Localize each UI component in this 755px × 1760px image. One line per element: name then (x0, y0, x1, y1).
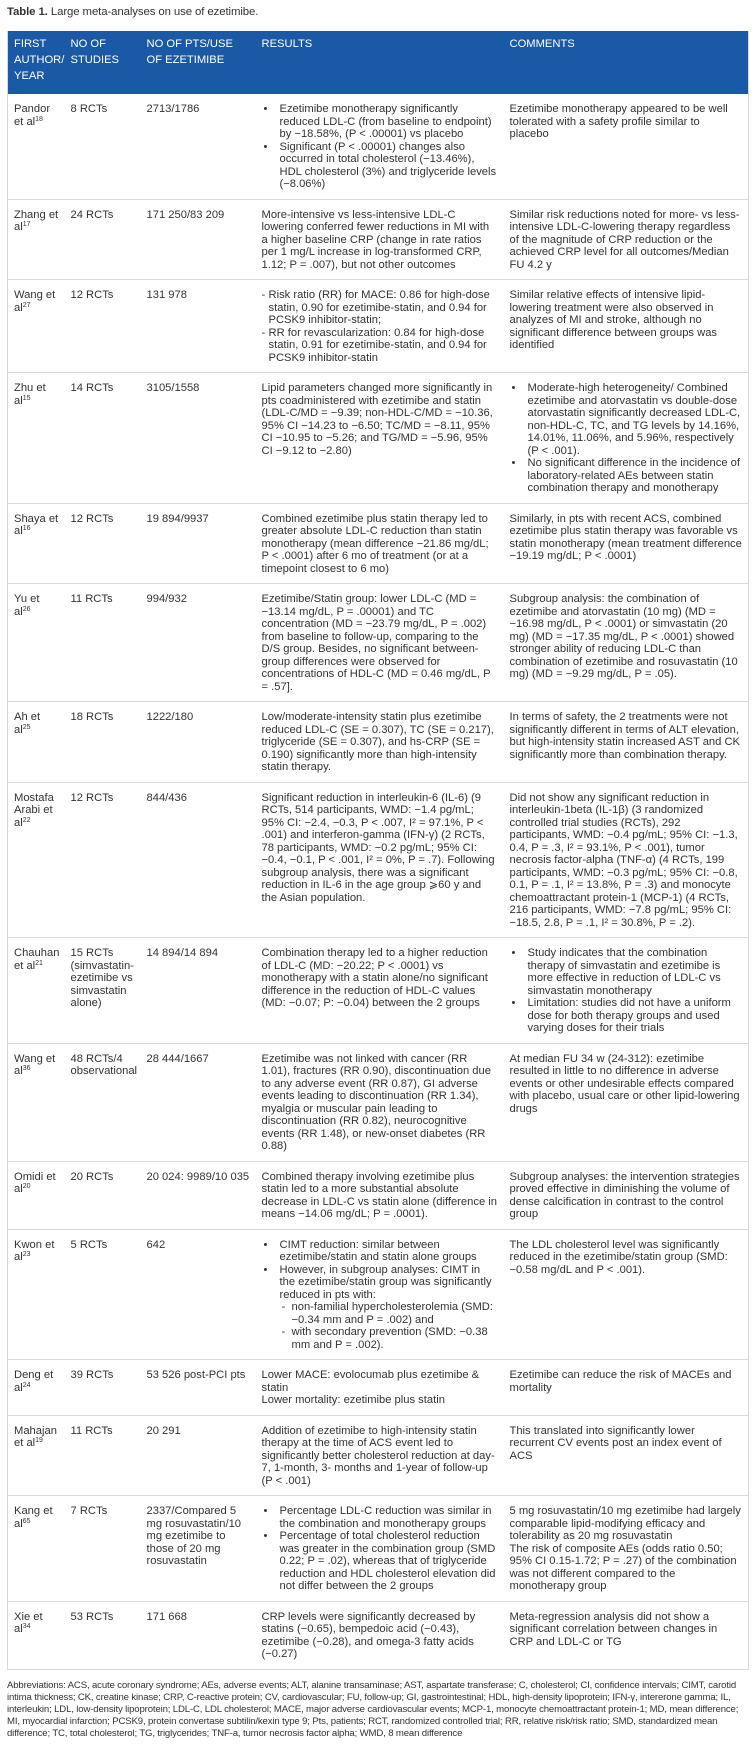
reference-number: 15 (22, 394, 31, 402)
cell-comments (504, 503, 749, 584)
bullet-item (262, 1264, 498, 1352)
cell-line: Lower MACE: evolocumab plus ezetimibe & statin (261, 1369, 480, 1394)
cell-author (8, 1496, 65, 1602)
cell-comments (504, 94, 749, 199)
cell-studies: 5 RCTs (65, 1229, 141, 1360)
bullet-item (262, 1505, 498, 1530)
bullet-list (262, 103, 498, 191)
dash-item: - RR for revascularization: 0.84 for high-dose statin, 0.91 for ezetimibe-statin, and 0.94 for PCSK9 inhibitor-statin (262, 327, 498, 365)
author-name: Chauhan et al (14, 947, 60, 972)
author-name: Zhu et al (14, 382, 46, 407)
cell-text: Ezetimibe can reduce the risk of MACEs and mortality (509, 1369, 732, 1394)
table-row (8, 1043, 749, 1161)
cell-author (8, 1043, 65, 1161)
cell-comments (504, 782, 749, 938)
author-name: Kang et al (14, 1505, 53, 1530)
cell-studies: 11 RCTs (65, 1415, 141, 1496)
bullet-text: Percentage LDL-C reduction was similar in the combination and monotherapy groups (279, 1505, 492, 1530)
bullet-item (262, 103, 498, 141)
reference-number: 19 (35, 1437, 43, 1444)
cell-author (8, 938, 65, 1044)
bullet-list (510, 947, 743, 1035)
header-studies: NO OF STUDIES (65, 31, 141, 94)
bullet-item (510, 457, 743, 495)
sub-item: - with secondary prevention (SMD: −0.38 mm and P = .002). (280, 1326, 498, 1351)
author-name: Yu et al (14, 593, 40, 618)
cell-comments (504, 702, 749, 783)
cell-author (8, 280, 65, 373)
table-row (8, 94, 749, 199)
bullet-item (510, 382, 743, 457)
cell-text: Subgroup analyses: the intervention strategies proved effective in diminishing the volume of dense calcification in contrast to the control group (509, 1170, 740, 1220)
cell-studies: 20 RCTs (65, 1161, 141, 1229)
cell-text: Similar relative effects of intensive lipid-lowering treatment were also observed in analyzes of MI and stroke, although no significant difference between groups was identified (509, 289, 718, 351)
cell-comments (504, 1229, 749, 1360)
dash-item: - Risk ratio (RR) for MACE: 0.86 for high-dose statin, 0.90 for ezetimibe-statin, and 0.94 for PCSK9 inhibitor-statin; (262, 289, 498, 327)
cell-text: Meta-regression analysis did not show a significant correlation between changes in CRP and LDL-C or TG (509, 1610, 718, 1648)
cell-results (256, 1360, 504, 1416)
cell-studies: 12 RCTs (65, 280, 141, 373)
cell-author (8, 94, 65, 199)
cell-text: CRP levels were significantly decreased by statins (−0.65), bempedoic acid (−0.43), ezetimibe (−0.28), and omega-3 fatty acids (−0.27) (261, 1610, 476, 1660)
header-patients: NO OF PTS/USE OF EZETIMIBE (141, 31, 256, 94)
reference-number: 27 (22, 301, 31, 309)
bullet-item (262, 1530, 498, 1593)
bullet-list (262, 1239, 498, 1352)
table-row (8, 1601, 749, 1669)
cell-author (8, 1229, 65, 1360)
table-row (8, 1161, 749, 1229)
cell-text: Similarly, in pts with recent ACS, combined ezetimibe plus statin therapy was favorable vs statin monotherapy (mean treatment difference −19.19 mg/dL; P < .0001) (509, 512, 742, 562)
bullet-text: No significant difference in the incidence of laboratory-related AEs between statin combination therapy and monotherapy (527, 457, 740, 494)
table-caption (7, 6, 748, 19)
cell-text: Did not show any significant reduction in interleukin-1beta (IL-1β) (3 randomized controlled trial studies (RCTs), 292 participants, WMD: −0.4 pg/mL; 95% CI: −1.3, 0.4, P = .3, I² = 93.1%, P < .001), tumor necrosis factor-alpha (TNF-α) (4 RCTs, 199 participants, WMD: −0.3 pg/mL; 95% CI: −0.8, 0.1, P = .1, I² = 13.8%, P = .3) and monocyte chemoattractant protein-1 (MCP-1) (4 RCTs, 216 participants, WMD: −7.8 pg/mL; 95% CI: −18.5, 2.8, P = .1, I² = 30.8%, P = .2). (509, 791, 738, 929)
bullet-item (262, 1239, 498, 1264)
reference-number: 18 (35, 115, 43, 123)
author-name: Ah et al (14, 711, 41, 736)
bullet-text: Moderate-high heterogeneity/ Combined ezetimibe and atorvastatin vs double-dose atorvastatin significantly decreased LDL-C, non-HDL-C, TC, and TG levels by 14.16%, 14.01%, 11.06%, and 5.96%, respectively (P < .001). (527, 382, 741, 457)
bullet-text: Ezetimibe monotherapy significantly reduced LDL-C (from baseline to endpoint) by −18.58%, (P < .00001) vs placebo (279, 103, 492, 140)
bullet-text: CIMT reduction: similar between ezetimibe/statin and statin alone groups (279, 1238, 477, 1263)
cell-studies: 12 RCTs (65, 782, 141, 938)
bullet-text: Study indicates that the combination therapy of simvastatin and ezetimibe is more effective in reduction of LDL-C vs simvastatin monotherapy (527, 947, 721, 997)
cell-patients: 53 526 post-PCI pts (141, 1360, 256, 1416)
cell-results (256, 280, 504, 373)
bullet-text: Percentage of total cholesterol reduction was greater in the combination group (SMD 0.22; P = .02), whereas that of triglyceride reduction and HDL cholesterol elevation did not differ between the 2 groups (279, 1530, 496, 1592)
cell-author (8, 373, 65, 504)
dash-list (262, 289, 498, 364)
cell-results (256, 782, 504, 938)
cell-text: Ezetimibe was not linked with cancer (RR 1.01), fractures (RR 0.90), discontinuation due to any adverse event (RR 0.87), GI adverse events leading to discontinuation (RR 1.34), myalgia or muscular pain leading to discontinuation (RR 0.82), neurocognitive events (RR 1.48), or new-onset diabetes (RR 0.88) (261, 1052, 491, 1152)
cell-results (256, 1415, 504, 1496)
bullet-item (510, 947, 743, 997)
cell-patients: 19 894/9937 (141, 503, 256, 584)
header-results: RESULTS (256, 31, 504, 94)
table-row (8, 1360, 749, 1416)
cell-patients: 642 (141, 1229, 256, 1360)
table-row (8, 782, 749, 938)
cell-studies: 11 RCTs (65, 584, 141, 702)
header-comments: COMMENTS (504, 31, 749, 94)
cell-results (256, 373, 504, 504)
header-row (8, 31, 749, 94)
table-row (8, 1415, 749, 1496)
cell-text: Ezetimibe monotherapy appeared to be well tolerated with a safety profile similar to placebo (509, 103, 728, 140)
reference-number: 21 (35, 959, 43, 967)
cell-patients: 3105/1558 (141, 373, 256, 504)
reference-number: 20 (22, 1183, 31, 1190)
cell-studies: 12 RCTs (65, 503, 141, 584)
caption-text: Large meta-analyses on use of ezetimibe. (50, 6, 259, 18)
cell-patients: 171 250/83 209 (141, 199, 256, 280)
reference-number: 23 (22, 1251, 31, 1258)
cell-text: Combined therapy involving ezetimibe plus statin led to a more substantial absolute decrease in LDL-C vs statin alone (difference in means −14.06 mg/dL; P = .0001). (261, 1170, 497, 1220)
author-name: Shaya et al (14, 512, 59, 537)
cell-author (8, 1601, 65, 1669)
author-name: Kwon et al (14, 1238, 55, 1263)
cell-text: Ezetimibe/Statin group: lower LDL-C (MD = −13.14 mg/dL, P = .00001) and TC concentration (MD = −23.79 mg/dL, P = .002) from baseline to follow-up, comparing to the D/S group. Besides, no significant between-group differences were observed for concentrations of HDL-C (MD = 0.46 mg/dL, P = .57]. (261, 593, 491, 693)
cell-studies: 14 RCTs (65, 373, 141, 504)
reference-number: 26 (22, 605, 31, 613)
cell-studies: 24 RCTs (65, 199, 141, 280)
table-row (8, 1496, 749, 1602)
cell-text: Low/moderate-intensity statin plus ezetimibe reduced LDL-C (SE = 0.307), TC (SE = 0.217), triglyceride (SE = 0.307), and hs-CRP (SE = 0.190) significantly more than high-intensity statin therapy. (261, 711, 494, 773)
cell-author (8, 782, 65, 938)
cell-comments (504, 1496, 749, 1602)
bullet-list (262, 1505, 498, 1593)
table-row (8, 503, 749, 584)
cell-comments (504, 1415, 749, 1496)
bullet-list (510, 382, 743, 495)
cell-author (8, 199, 65, 280)
cell-text: Similar risk reductions noted for more- vs less-intensive LDL-C-lowering therapy regardless of the magnitude of CRP reduction or the achieved CRP level for all outcomes/Median FU 4.2 y (509, 208, 740, 271)
table-row (8, 1229, 749, 1360)
author-name: Zhang et al (14, 208, 59, 233)
cell-author (8, 584, 65, 702)
author-name: Wang et al (14, 289, 56, 314)
cell-author (8, 1415, 65, 1496)
cell-author (8, 1360, 65, 1416)
table-row (8, 702, 749, 783)
bullet-item (262, 141, 498, 191)
cell-results (256, 1161, 504, 1229)
cell-results (256, 584, 504, 702)
cell-results (256, 938, 504, 1044)
header-author: FIRST AUTHOR/ YEAR (8, 31, 65, 94)
cell-comments (504, 373, 749, 504)
author-name: Mostafa Arabi et al (14, 791, 54, 829)
cell-text: Significant reduction in interleukin-6 (IL-6) (9 RCTs, 514 participants, WMD: −1.4 pg/mL; 95% CI: −2.4, −0.3, P < .007, I² = 97.1%, P < .001) and interferon-gamma (IFN-γ) (2 RCTs, 78 participants, WMD: −0.2 pg/mL; 95% CI: −0.4, −0.1, P < .001, I² = 0%, P = .7). Following subgroup analysis, there was a significant reduction in IL-6 in the age group ⩾60 y and the Asian population. (261, 791, 495, 904)
cell-results (256, 702, 504, 783)
cell-author (8, 702, 65, 783)
table-row (8, 938, 749, 1044)
sub-item: - non-familial hypercholesterolemia (SMD: −0.34 mm and P = .002) and (280, 1301, 498, 1326)
cell-text: Lipid parameters changed more significantly in pts coadministered with ezetimibe and statin (LDL-C/MD = −9.39; non-HDL-C/MD = −10.36, 95% CI −14.23 to −6.50; TC/MD = −8.11, 95% CI −10.95 to −5.26; and TG/MD = −5.96, 95% CI −9.12 to −2.80) (261, 382, 493, 457)
cell-comments (504, 584, 749, 702)
cell-studies: 39 RCTs (65, 1360, 141, 1416)
cell-patients: 1222/180 (141, 702, 256, 783)
bullet-text: Significant (P < .00001) changes also occurred in total cholesterol (−13.46%), HDL cholesterol (3%) and triglyceride levels (−8.06%) (279, 140, 497, 190)
cell-studies: 15 RCTs (simvastatin-ezetimibe vs simvastatin alone) (65, 938, 141, 1044)
cell-results (256, 1601, 504, 1669)
cell-text: The LDL cholesterol level was significantly reduced in the ezetimibe/statin group (SMD: −0.58 mg/dL and P < .001). (509, 1238, 728, 1276)
cell-line: The risk of composite AEs (odds ratio 0.50; 95% CI 0.15-1.72; P = .27) of the combination was not different compared to the monotherapy group (509, 1542, 737, 1592)
table-row (8, 584, 749, 702)
bullet-text: Limitation: studies did not have a uniform dose for both therapy groups and used varying doses for their trials (527, 997, 731, 1034)
cell-patients: 2337/Compared 5 mg rosuvastatin/10 mg ezetimibe to those of 20 mg rosuvastatin (141, 1496, 256, 1602)
author-name: Pandor et al (14, 103, 51, 128)
cell-studies: 18 RCTs (65, 702, 141, 783)
cell-patients: 131 978 (141, 280, 256, 373)
author-name: Mahajan et al (14, 1424, 57, 1449)
cell-results (256, 94, 504, 199)
cell-comments (504, 1601, 749, 1669)
cell-text: Combined ezetimibe plus statin therapy led to greater absolute LDL-C reduction than statin monotherapy (mean difference −21.86 mg/dL; P < .0001) after 6 mo of treatment (or at a timepoint closest to 6 mo) (261, 512, 489, 575)
reference-number: 16 (22, 525, 31, 532)
cell-patients: 20 024: 9989/10 035 (141, 1161, 256, 1229)
cell-patients: 171 668 (141, 1601, 256, 1669)
cell-comments (504, 280, 749, 373)
cell-author (8, 503, 65, 584)
reference-number: 34 (22, 1623, 31, 1630)
caption-label: Table 1. (7, 6, 48, 18)
cell-results (256, 1496, 504, 1602)
cell-patients: 994/932 (141, 584, 256, 702)
cell-patients: 28 444/1667 (141, 1043, 256, 1161)
cell-comments (504, 1043, 749, 1161)
table-row (8, 199, 749, 280)
table-body (8, 94, 749, 1669)
bullet-item (510, 997, 743, 1035)
cell-results (256, 1229, 504, 1360)
reference-number: 36 (22, 1065, 31, 1072)
table-row (8, 280, 749, 373)
cell-author (8, 1161, 65, 1229)
cell-results (256, 199, 504, 280)
cell-line: Lower mortality: ezetimibe plus statin (261, 1394, 445, 1406)
author-name: Xie et al (14, 1610, 43, 1635)
reference-number: 65 (22, 1517, 31, 1525)
abbreviations-footnote: Abbreviations: ACS, acute coronary syndrome; AEs, adverse events; ALT, alanine transaminase; AST, aspartate transferase; C, cholesterol; CI, confidence intervals; CIMT, carotid intima thickness; CK, creatine kinase; CRP, C-reactive protein; CV, cardiovascular; FU, follow-up; GI, gastrointestinal; HDL, high-density lipoprotein; IFN-γ, intererone gamma; IL, interleukin; LDL, low-density lipoprotein; LDL-C, LDL cholesterol; MACE, major adverse cardiovascular events; MCP-1, monocyte chemoattractant protein-1; MD, mean difference; MI, myocardial infarction; PCSK9, protein convertase subtilin/kexin type 9; Pts, patients; RCT, randomized controlled trial; RR, relative risk/risk ratio; SMD, standardized mean difference; TC, total cholesterol; TG, triglycerides; TNF-a, tumor necrosis factor alpha; WMD, 8 mean difference (7, 1679, 739, 1739)
cell-comments (504, 938, 749, 1044)
cell-studies: 8 RCTs (70, 103, 108, 115)
cell-text: This translated into significantly lower recurrent CV events post an index event of ACS (509, 1424, 722, 1462)
cell-results (256, 503, 504, 584)
sub-list (280, 1301, 498, 1351)
reference-number: 25 (22, 723, 31, 731)
reference-number: 24 (22, 1381, 31, 1389)
cell-studies: 48 RCTs/4 observational (65, 1043, 141, 1161)
author-name: Omidi et al (14, 1170, 56, 1195)
meta-analyses-table (7, 31, 749, 1670)
cell-text: Combination therapy led to a higher reduction of LDL-C (MD: −20.22; P < .0001) vs monotherapy with a statin alone/no significant difference in the reduction of HDL-C values (MD: −0.07; P: −0.04) between the 2 groups (261, 947, 488, 1009)
cell-line: 5 mg rosuvastatin/10 mg ezetimibe had largely comparable lipid-modifying efficacy and tolerability as 20 mg rosuvastatin (509, 1505, 741, 1542)
cell-studies: 53 RCTs (65, 1601, 141, 1669)
cell-text: Subgroup analysis: the combination of ezetimibe and atorvastatin (10 mg) (MD = −16.98 mg/dL, P < .0001) or simvastatin (20 mg) (MD = −17.35 mg/dL, P < .0001) showed stronger ability of reducing LDL-C than combination of ezetimibe and rosuvastatin (10 mg) (MD = −9.29 mg/dL, P = .05). (509, 593, 738, 680)
cell-studies: 7 RCTs (65, 1496, 141, 1602)
reference-number: 17 (22, 221, 31, 228)
cell-comments (504, 1161, 749, 1229)
cell-text: Addition of ezetimibe to high-intensity statin therapy at the time of ACS event led to significantly better cholesterol reduction at day-7, 1-month, 3- months and 1-year of follow-up (P < .001) (261, 1424, 495, 1487)
cell-patients: 2713/1786 (146, 103, 200, 115)
table-header (8, 31, 749, 94)
cell-comments (504, 199, 749, 280)
cell-patients: 14 894/14 894 (141, 938, 256, 1044)
cell-patients: 20 291 (141, 1415, 256, 1496)
table-row (8, 373, 749, 504)
cell-text: More-intensive vs less-intensive LDL-C lowering conferred fewer reductions in MI with a higher baseline CRP (change in rate ratios per 1 mg/L increase in log-transformed CRP, 1.12; P = .007), but not other outcomes (261, 208, 490, 271)
bullet-text: However, in subgroup analyses: CIMT in the ezetimibe/statin group was significantly reduced in pts with: (279, 1263, 492, 1301)
reference-number: 22 (22, 816, 31, 824)
cell-text: At median FU 34 w (24-312): ezetimibe resulted in little to no difference in adverse events or other undesirable effects compared with placebo, usual care or other lipid-lowering drugs (509, 1052, 740, 1115)
author-name: Wang et al (14, 1052, 56, 1077)
cell-text: In terms of safety, the 2 treatments were not significantly different in terms of ALT elevation, but high-intensity statin increased AST and CK significantly more than combination therapy. (509, 711, 741, 761)
author-name: Deng et al (14, 1369, 54, 1394)
cell-patients: 844/436 (141, 782, 256, 938)
cell-results (256, 1043, 504, 1161)
cell-comments (504, 1360, 749, 1416)
